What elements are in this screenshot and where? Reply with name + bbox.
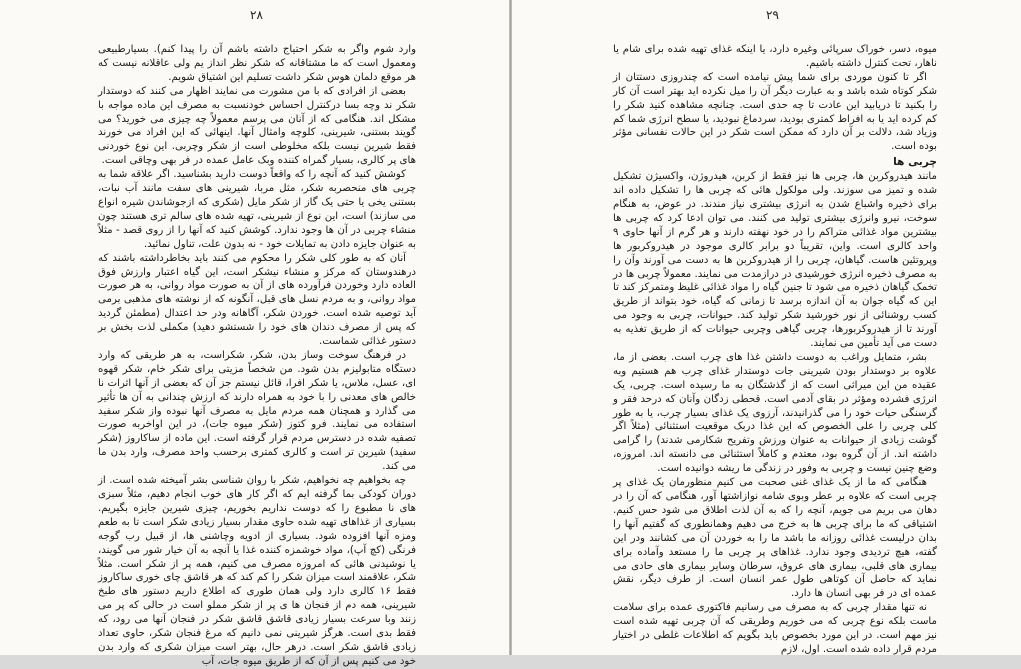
left-page xyxy=(0,0,509,667)
paragraph: نه تنها مقدار چربی که به مصرف می رسانیم فاکتوری عمده برای سلامت ماست بلکه نوع چربی که می خوریم وطریقی که آن چربی تهیه شده است نیز مهم است. در این مورد بخصوص باید بگویم که اطلاعات غلطی در اختیار مردم قرار داده شده است. اول، لازم xyxy=(613,602,937,655)
paragraph: چه بخواهیم چه نخواهیم، شکر با روان شناسی بشر آمیخته شده است. از دوران کودکی بما گرفته ایم که اگر کار های خوب انجام دهیم، مثلاً سبزی های نا مطبوع را که دوست نداریم بخوریم، چیزی شیرین جایزه بگیریم. بسیاری از غذاهای تهیه شده حاوی مقدار بسیار زیادی شکر است تا به طعم ومزه آنها افزوده شود. بسیاری از ادویه وچاشنی ها، از قبیل رب گوجه فرنگی (کچ آپ)، مواد خوشمزه کننده غذا یا آنچه به آن خیار شور می گویند، یا نوشیدنی هائی که امروزه مصرف می کنیم، همه پر از شکر است. مثلاً شکر، علاقمند است میزان شکر را کم کند که هر قاشق چای خوری ساکاروز فقط ۱۶ کالری دارد ولی همان طوری که اطلاع داریم دستور های طبخ شیرینی، همه دم از فنجان ها ی پر از شکر مملو است در حالی که پر می زنند وبا سرعت بسیار زیادی قاشق قاشق شکر در فنجان آنها می رود، که فقط بدی است. هرگز شیرینی نمی دانیم که مرغ فنجان شکر، حاوی تعداد زیادی قاشق شکر است. درهر حال، بهتر است میزان شکری که وارد بدن خود می کنیم پس از آن که از طریق میوه جات، آب xyxy=(98,475,417,667)
paragraph: هنگامی که ما از یک غذای غنی صحبت می کنیم منظورمان یک غذای پر چربی است که علاوه بر عطر وبوی شامه نوازاشتها آور، هنگامی که آن را در دهان می بریم می جویم، آنچه را که به آن لذت اطلاق می شود حس کنیم. اشتیاقی که ما برای چربی ها به خرج می دهیم وهمانطوری که گفتیم آنها را بدان درلیست غذائی روزانه ما باشد ما را به خوردن آن می کشانند ودر این گفته، هیچ تردیدی وجود ندارد. غذاهای پر چربی ما را مستعد وآماده برای بیماری های قلبی، بیماری های عروق، سرطان وسایر بیماری های حادی می نماید که حاصل آن کوتاهی طول عمر انسان است. از طرف دیگر، نقش عمده ای در فر بهی انسان ها دارد. xyxy=(613,477,937,600)
paragraph: بشر، متمایل وراغب به دوست داشتن غذا های چرب است. بعضی از ما، علاوه بر دوستدار بودن شیرینی جات دوستدار غذای چرب هم هستیم وبه عقیده من این میراثی است که از گذشتگان به ما رسیده است. چربی، یک انرژی فشرده ومؤثر در بقای آدمی است. قحطی زدگان وآنان که درحد فقر و گرسنگی حیات خود را می گذرانیدند، آرزوی یک غذای بسیار چرب، یا به طور کلی چربی را علی الخصوص که این غذا دربک موقعیت استثنائی (مثلاً اگر گوشت زیادی از حیوانات به عنوان ورزش وتفریح شکارمی شدند) را گرامی داشته اند. از آن گروه بود، معتدم و کاملاً استثنائی می دانسته اند. امروزه، وضع چنین نیست و چربی به وفور در زندگی ما ریشه دوانیده است. xyxy=(613,351,937,475)
page-number: ۲۸ xyxy=(250,8,263,22)
paragraph: در فرهنگ سوخت وساز بدن، شکر، شکراست، به هر طریقی که وارد دستگاه متابولیزم بدن شود. من شخصاً مزیتی برای شکر خام، شکر قهوه ای، عسل، ملاس، یا شکر افرا، قائل نیستم جز آن که بعضی از آنها اثرات نا خالص های معدنی را با خود به همراه دارند که ارزش چندانی به آن ها تأثیر می گذارد و همچنان همه مردم مایل به مصرف آنها نبوده واز شکر سفید استفاده می نمایند. فرو کتوز (شکر میوه جات)، در این اواخربه صورت تصفیه شده در دسترس مردم قرار گرفته است. این ماده از ساکاروز (شکر سفید) شیرین تر است و کالری کمتری برحسب واحد مصرف، وارد بدن ما می کند. xyxy=(98,349,416,473)
page-body xyxy=(98,43,416,669)
page-body xyxy=(613,43,937,657)
paragraph: وارد شوم واگر به شکر احتیاج داشته باشم آن را پیدا کنم). بسیارطبیعی ومعمول است که ما مشتاقانه که شکر نظر انداز یم ولی عاقلانه نیست که هر موقع دلمان هوس شکر داشت تسلیم این اشتیاق شویم. xyxy=(98,44,416,83)
paragraph: آنان که به طور کلی شکر را محکوم می کنند باید بخاطرداشته باشند که درهندوستان که مرکز و منشاء نیشکر است، این گیاه اعتبار وارزش فوق العاده دارد وخوردن فرآورده های از آن به صورت مواد روانی، به هر صورت مواد روانی، و به مردم نسل های قبل، آنگونه که از نوشته های مذهبی برمی آید توصیه شده است. خوردن شکر، آگاهانه ودر حد اعتدال (مطمئن گردید که پس از مصرف دندان های خود را شستشو دهید) مکملی لذت بخش بر دستور غذائی شماست. xyxy=(98,252,416,348)
paragraph: میوه، دسر، خوراک سرپائی وغیره دارد، یا اینکه غذای تهیه شده برای شام یا ناهار، تحت کنترل داشته باشیم. xyxy=(613,44,937,69)
right-page xyxy=(512,0,1021,655)
section-heading: چربی ها xyxy=(893,156,937,169)
paragraph: مانند هیدروکربن ها، چربی ها نیز فقط از کربن، هیدروژن، واکسیژن تشکیل شده و تمیز می سوزند. ولی مولکول هائی که چربی ها را تشکیل داده اند برای ذخیره واشباع شدن به انرژی بیشتری نیاز مندند. در عوض، به هنگام سوخت، نیرو وانرژی بیشتری تولید می کنند. می توان ادعا کرد که چربی ها بیشترین مواد غذائی متراکم را در خود نهفته دارند و هر گرم از آنها حاوی ۹ واحد کالری است. واین، تقریباً دو برابر کالری موجود در هیدروکربور ها وپروتئین هاست. گیاهان، چربی را از هیدروکربن ها به دست می آورند وآن را به مصرف ذخیره انرژی خورشیدی در درازمدت می نمایند. معمولاً چربی ها در تخمک گیاهان ذخیره می شود تا جنین گیاه را مواد غذائی غلیظ ومتمرکز کند تا این که گیاه جوان به آن اندازه برسد تا زمانی که گیاه، خود بتواند از طریق کسب روشنائی از نور خورشید شکر تولید کند. حیوانات، چربی به وجود می آورند تا از هیدروکربورها، چربی گیاهی وچربی حیوانات که از طریق تغذیه به دست می آید تأمین می نمایند. xyxy=(613,171,937,350)
paragraph: اگر تا کنون موردی برای شما پیش نیامده است که چندروزی دستتان از شکر کوتاه شده باشد و به عبارت دیگر آن را میل نکرده اید بهتر است آن کار را بکنید تا دریابید این عادت تا چه حدی است. چنانچه مشاهده کنید شکر را کم کرده اید یا به افراط کمتری بودید، سردماغ نبودید، یا سطح انرژی شما کم وزیاد شد، دلالت بر آن دارد که ممکن است شکر در این حالات نفسانی مؤثر بوده است. xyxy=(613,71,937,153)
paragraph: کوشش کنید که آنچه را که واقعاً دوست دارید بشناسید. اگر علاقه شما به چربی های منحصربه شکر، مثل مربا، شیرینی های سفت مانند آب نبات، بستنی یخی یا حتی یک گاز از شکر مایل (شکری که ازجوشاندن شیره انواع می سازند) است، این نوع از شیرینی، تهیه شده های سالم تری هستند چون منشاء چربی در آن ها وجود ندارد. کوشش کنید که آنها را از روی قصد - مثلاً به عنوان جایزه دادن به تمایلات خود - نه بدون علت، تناول نمائید. xyxy=(98,169,416,250)
page-number: ۲۹ xyxy=(766,8,779,22)
paragraph: بعضی از افرادی که با من مشورت می نمایند اظهار می کنند که دوستدار شکر ند وچه بسا درکنترل احساس خودنسبت به مصرف این ماده مواجه با مشکل اند. هنگامی که از آنان می پرسم معمولاً چه چیزی می خورید؟ می گویند بستنی، شیرینی، کلوچه وامثال آنها. اینهائی که این افراد می خورند فقط شیرین نیست بلکه مخلوطی است از شکر وچربی. این نوع خوردنی های پر کالری، بسیار گمراه کننده وبک عامل عمده در فر بهی وچاقی است. xyxy=(98,85,416,167)
